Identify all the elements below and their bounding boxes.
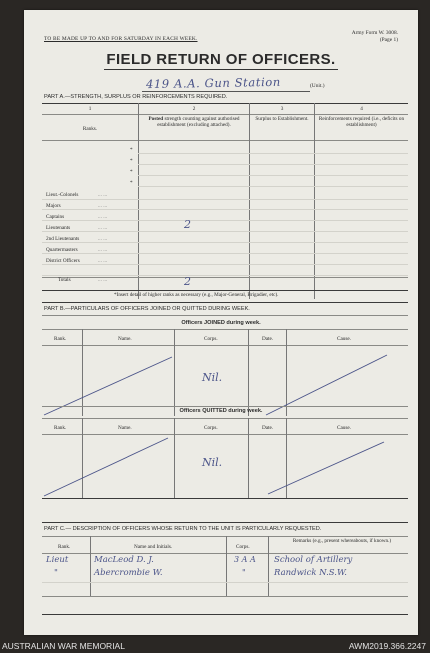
part-c-row2-rank: ": [54, 568, 58, 578]
lieutenants-posted-value: 2: [184, 218, 191, 231]
col-divider-1: [138, 103, 139, 299]
part-a-bottom-rule: [42, 290, 408, 291]
joined-col-rank: Rank.: [54, 336, 67, 342]
part-b-top-rule: [42, 302, 408, 303]
part-c-col-name: Name and Initials.: [134, 544, 173, 550]
quitted-col-name: Name.: [118, 425, 132, 431]
col-divider-3: [314, 103, 315, 299]
grid-rule: [138, 164, 408, 165]
part-c-row1-corps: 3 A A: [234, 555, 256, 564]
grid-rule: [138, 186, 408, 187]
joined-nil-entry: Nil.: [202, 371, 223, 384]
grid-rule: [138, 153, 408, 154]
grid-rule: [42, 275, 408, 276]
form-number: Army Form W. 3008.: [351, 30, 398, 36]
leader-dots: ... ...: [98, 192, 108, 198]
part-c-row1-remarks: School of Artillery: [274, 555, 353, 565]
part-c-divider: [90, 536, 91, 596]
joined-col-corps: Corps.: [204, 336, 218, 342]
rank-quartermasters: Quartermasters: [46, 247, 78, 253]
grid-rule: [138, 175, 408, 176]
unit-line: [142, 91, 310, 92]
quitted-caption-rule: [42, 418, 408, 419]
form-reference: [352, 30, 398, 43]
part-c-col-remarks: Remarks (e.g., present whereabouts, if known.): [292, 538, 392, 544]
col-surplus-header: Surplus to Establishment.: [255, 116, 309, 122]
leader-dots: ... ...: [98, 225, 108, 231]
part-c-bottom-rule: [42, 596, 408, 597]
footnote: *Insert detail of higher ranks as necessary (e.g., Major-General, Brigadier, etc).: [114, 292, 279, 298]
joined-col-name: Name.: [118, 336, 132, 342]
header-rule: [42, 140, 408, 141]
part-c-heading: PART C.— DESCRIPTION OF OFFICERS WHOSE RETURN TO THE UNIT IS PARTICULARLY REQUESTED.: [44, 526, 322, 532]
custom-rank-marker: *: [130, 158, 133, 164]
grid-rule: [42, 242, 408, 243]
custom-rank-marker: *: [130, 169, 133, 175]
leader-dots: ... ...: [98, 203, 108, 209]
totals-label: Totals: [58, 277, 71, 283]
quitted-caption: Officers QUITTED during week.: [179, 408, 263, 414]
rank-lieut-colonels: Lieut.-Colonels: [46, 192, 79, 198]
part-c-row1-rank: Lieut: [46, 555, 69, 565]
col-reinforcements-header: Reinforcements required (i.e., deficits on establishment): [318, 116, 405, 129]
col-ranks-header: Ranks.: [82, 126, 98, 132]
col-posted-bold: Posted: [148, 116, 164, 122]
joined-col-date: Date.: [262, 336, 274, 342]
quitted-strike-lines: [42, 434, 408, 498]
top-note: TO BE MADE UP TO AND FOR SATURDAY IN EACH WEEK.: [44, 36, 198, 42]
title-underline: [104, 69, 338, 70]
part-c-row-rule: [42, 582, 408, 583]
col-posted-header: [141, 116, 247, 128]
joined-bottom-rule: [42, 406, 408, 407]
part-b-bottom-rule: [42, 498, 408, 499]
unit-label: (Unit.): [310, 83, 325, 89]
part-c-row2-name: Abercrombie W.: [94, 568, 163, 578]
form-page: (Page 1): [379, 36, 398, 43]
col-number-rule: [42, 114, 408, 115]
grid-rule: [42, 264, 408, 265]
leader-dots: ... ...: [98, 236, 108, 242]
unit-handwritten: 419 A.A. Gun Station: [145, 74, 281, 92]
joined-col-cause: Cause.: [337, 336, 351, 342]
part-c-divider: [268, 536, 269, 596]
credit-right: AWM2019.366.2247: [348, 641, 426, 651]
quitted-col-rank: Rank.: [54, 425, 67, 431]
quitted-col-cause: Cause.: [337, 425, 351, 431]
part-c-row1-name: MacLeod D. J.: [94, 555, 154, 565]
col-posted-text: strength counting against authorised establishment (excluding attached).: [157, 116, 240, 129]
grid-rule: [42, 199, 408, 200]
col-number-4: 4: [360, 106, 363, 112]
rank-lieutenants: Lieutenants: [46, 225, 71, 231]
rank-majors: Majors: [46, 203, 61, 209]
grid-rule: [42, 209, 408, 210]
leader-dots: ... ...: [98, 258, 108, 264]
totals-rule: [42, 277, 408, 278]
quitted-nil-entry: Nil.: [202, 456, 223, 469]
leader-dots: ... ...: [98, 247, 108, 253]
part-c-col-rank: Rank.: [58, 544, 71, 550]
col-number-1: 1: [88, 106, 92, 112]
part-c-col-corps: Corps.: [236, 544, 250, 550]
part-c-divider: [226, 536, 227, 596]
custom-rank-marker: *: [130, 180, 133, 186]
quitted-col-corps: Corps.: [204, 425, 218, 431]
leader-dots: ... ...: [98, 214, 108, 220]
document-title: FIELD RETURN OF OFFICERS.: [106, 51, 336, 68]
col-number-2: 2: [192, 106, 196, 112]
document-page: [24, 10, 418, 635]
rank-district-officers: District Officers: [46, 258, 80, 264]
custom-rank-marker: *: [130, 147, 133, 153]
part-b-heading: PART B.—PARTICULARS OF OFFICERS JOINED OR QUITTED DURING WEEK.: [44, 306, 250, 312]
joined-caption: Officers JOINED during week.: [181, 320, 261, 326]
joined-caption-rule: [42, 329, 408, 330]
rank-captains: Captains: [46, 214, 65, 220]
leader-dots: ... ...: [98, 277, 108, 283]
part-c-row2-corps: ": [242, 568, 246, 577]
totals-posted-value: 2: [184, 275, 191, 288]
part-c-header-rule: [42, 553, 408, 554]
credit-left: AUSTRALIAN WAR MEMORIAL: [2, 641, 125, 651]
grid-rule: [42, 220, 408, 221]
quitted-col-date: Date.: [262, 425, 274, 431]
part-a-heading: PART A.—STRENGTH, SURPLUS OR REINFORCEMENTS REQUIRED.: [44, 94, 228, 100]
col-number-3: 3: [280, 106, 284, 112]
part-a-top-rule: [42, 103, 408, 104]
grid-rule: [42, 253, 408, 254]
page-bottom-rule: [42, 614, 408, 615]
col-divider-2: [249, 103, 250, 299]
rank-2nd-lieutenants: 2nd Lieutenants: [46, 236, 80, 242]
part-c-row2-remarks: Randwick N.S.W.: [274, 568, 347, 578]
part-c-top-rule: [42, 522, 408, 523]
grid-rule: [42, 231, 408, 232]
part-b-sub-rule: [42, 315, 408, 316]
part-c-sub-rule: [42, 536, 408, 537]
